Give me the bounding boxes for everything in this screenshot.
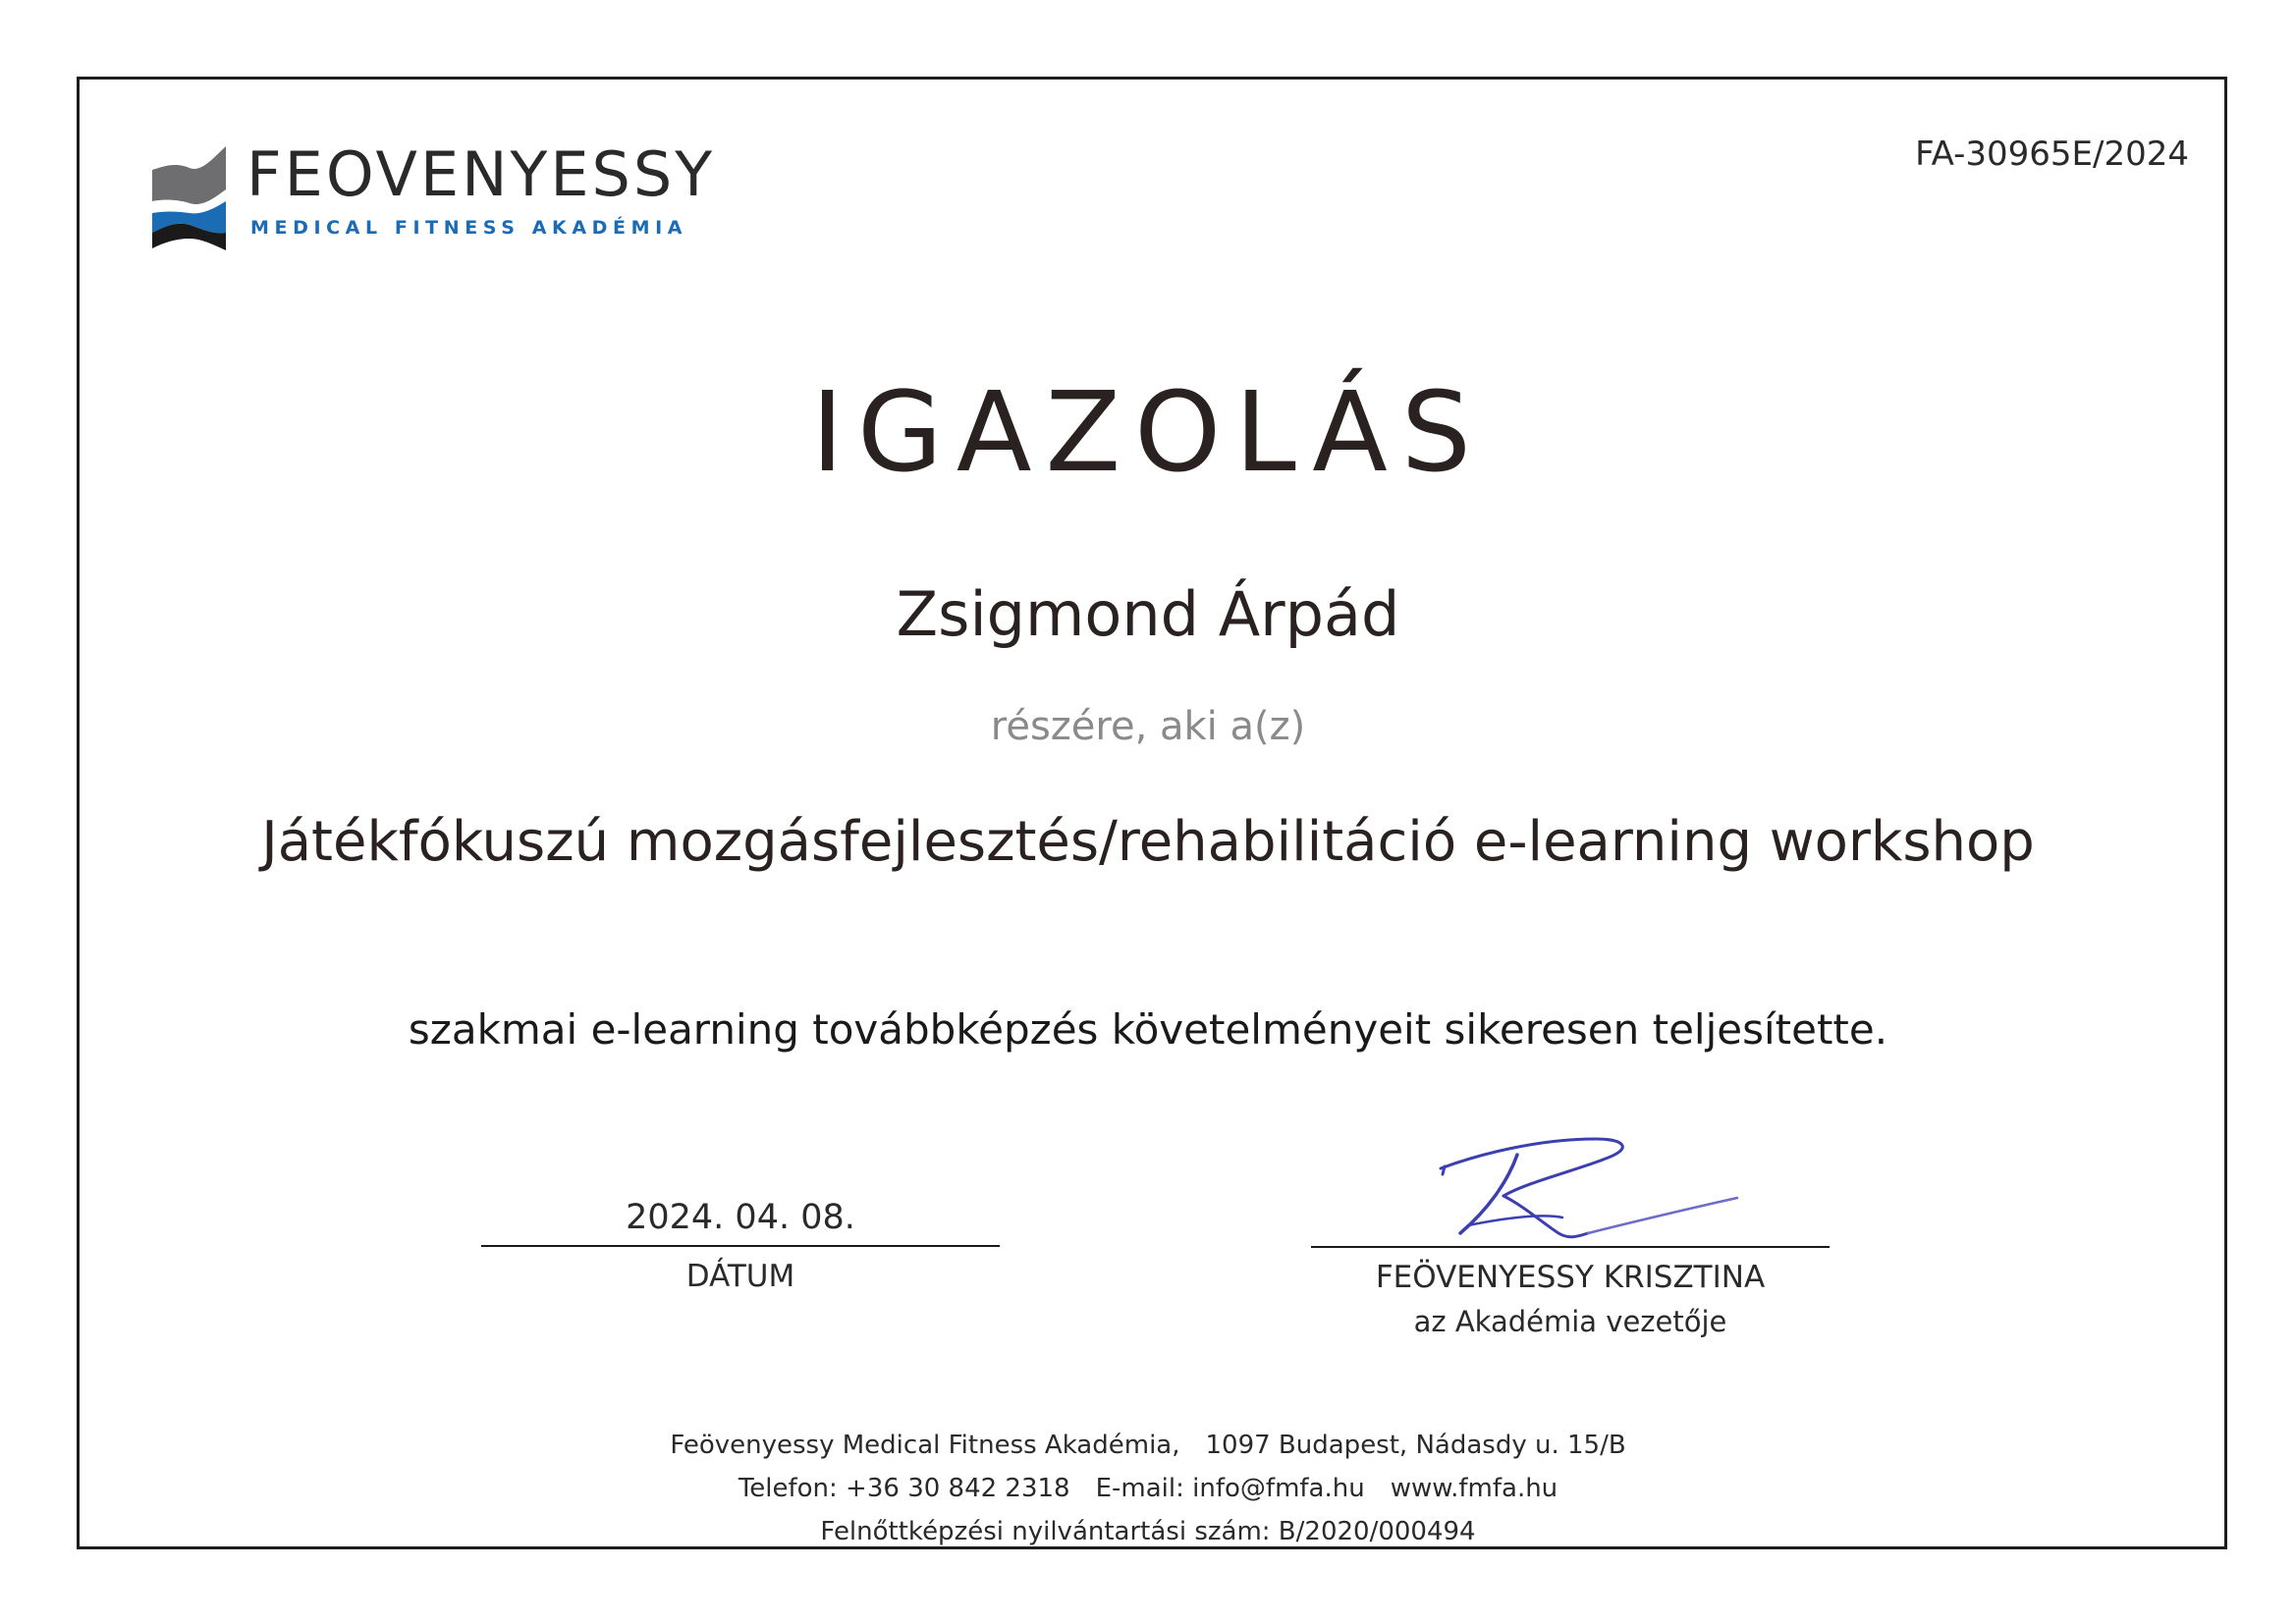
footer-address-line: [0, 1424, 2296, 1467]
handwritten-signature: [1311, 1127, 1830, 1243]
signature-line: [1311, 1246, 1830, 1248]
certificate-id: FA-30965E/2024: [1915, 135, 2189, 174]
completion-statement: szakmai e-learning továbbképzés követelményeit sikeresen teljesítette.: [408, 1005, 1888, 1054]
signatory-name: FEÖVENYESSY KRISZTINA: [1375, 1260, 1766, 1295]
date-line: [481, 1245, 1000, 1247]
signatory-role: az Akadémia vezetője: [1413, 1305, 1727, 1338]
academy-logo: [152, 138, 722, 255]
footer-website: www.fmfa.hu: [1390, 1474, 1558, 1503]
logo-subtitle: MEDICAL FITNESS AKADÉMIA: [250, 217, 688, 239]
footer-registration: Felnőttképzési nyilvántartási szám: B/2020/000494: [820, 1517, 1476, 1546]
date-section: [481, 1193, 1000, 1294]
footer-contact-line: [0, 1467, 2296, 1510]
footer-address: 1097 Budapest, Nádasdy u. 15/B: [1205, 1431, 1626, 1460]
footer-phone: Telefon: +36 30 842 2318: [738, 1474, 1070, 1503]
certificate-title: IGAZOLÁS: [811, 369, 1485, 497]
recipient-name: Zsigmond Árpád: [896, 578, 1400, 650]
recipient-caption: részére, aki a(z): [990, 704, 1306, 749]
footer-organization: Feövenyessy Medical Fitness Akadémia,: [670, 1431, 1180, 1460]
signature-section: [1311, 1127, 1830, 1338]
date-label: DÁTUM: [685, 1259, 795, 1294]
course-name: Játékfókuszú mozgásfejlesztés/rehabilitáció e-learning workshop: [261, 810, 2035, 874]
date-value: 2024. 04. 08.: [626, 1198, 855, 1237]
logo-title: FEOVENYESSY: [246, 138, 716, 210]
footer: [0, 1424, 2296, 1553]
footer-email: E-mail: info@fmfa.hu: [1095, 1474, 1365, 1503]
wave-emblem-icon: [152, 142, 226, 250]
